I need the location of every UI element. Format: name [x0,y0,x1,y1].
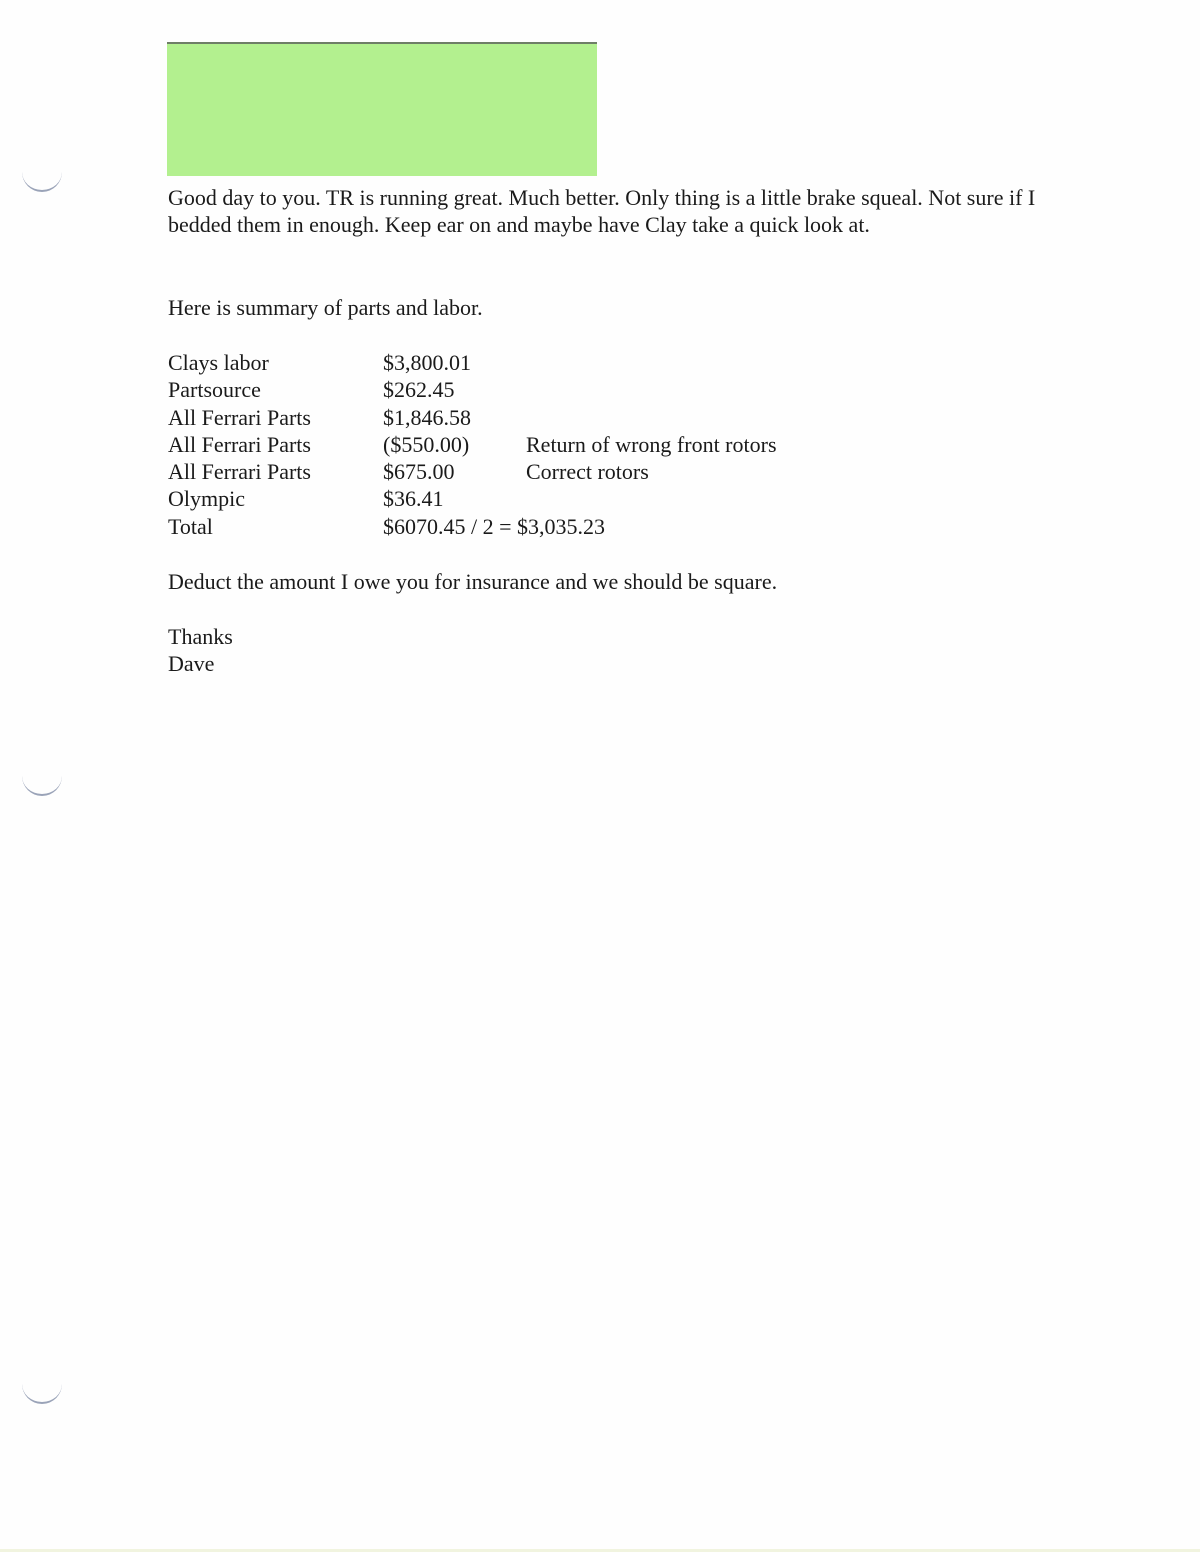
punch-hole-bottom [22,1380,62,1404]
item-label: All Ferrari Parts [168,459,311,485]
item-label: All Ferrari Parts [168,404,311,430]
item-amount: $675.00 [383,459,455,485]
item-amount: ($550.00) [383,431,470,457]
summary-intro: Here is summary of parts and labor. [168,295,483,320]
punch-hole-middle [22,772,62,796]
total-amount: $6070.45 / 2 = $3,035.23 [383,513,606,539]
total-label: Total [168,513,213,539]
item-note: Return of wrong front rotors [526,431,777,457]
deduct-paragraph: Deduct the amount I owe you for insurance and we should be square. [168,569,778,594]
item-amount: $36.41 [383,486,444,512]
item-note: Correct rotors [526,459,649,485]
item-label: All Ferrari Parts [168,431,311,457]
item-amount: $262.45 [383,377,455,403]
signature-name: Dave [168,651,215,676]
item-amount: $3,800.01 [383,350,471,375]
item-label: Clays labor [168,350,269,375]
intro-paragraph: Good day to you. TR is running great. Much better. Only thing is a little brake squeal. Not sure if I bedded them in enough. Keep ear on and maybe have Clay take a quick look at. [168,185,1041,237]
closing-thanks: Thanks [168,624,233,649]
item-label: Olympic [168,486,245,512]
item-label: Partsource [168,377,261,403]
punch-hole-top [22,168,62,192]
closing-block [168,623,233,677]
redaction-block [167,42,597,176]
item-amount: $1,846.58 [383,404,471,430]
